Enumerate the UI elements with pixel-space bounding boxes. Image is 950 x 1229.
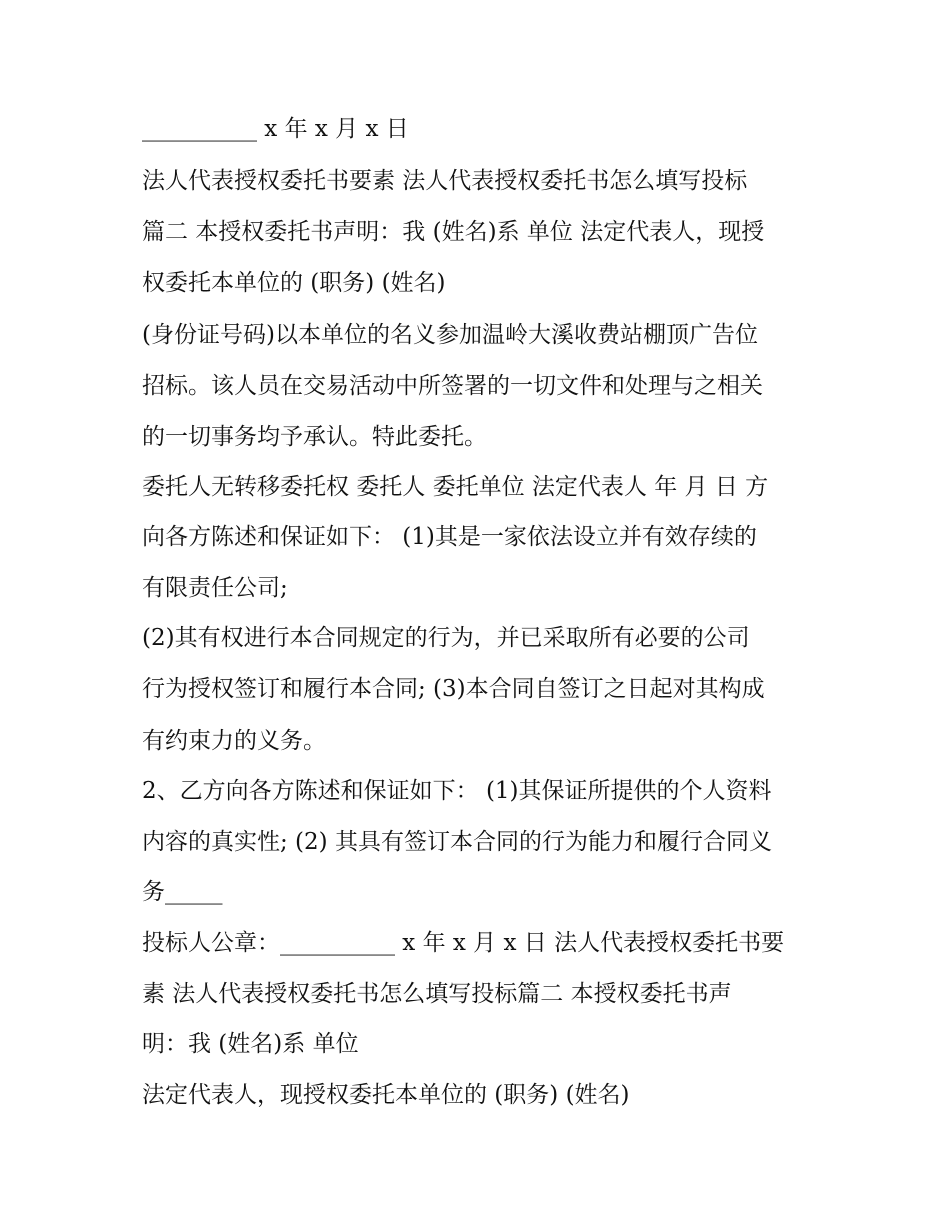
text-line: 内容的真实性; (2) 其具有签订本合同的行为能力和履行合同义	[142, 829, 772, 855]
text-line: (身份证号码)以本单位的名义参加温岭大溪收费站棚顶广告位	[142, 322, 758, 348]
text-line: 篇二 本授权委托书声明：我 (姓名)系 单位 法定代表人，现授	[142, 219, 765, 245]
text-line: (2)其有权进行本合同规定的行为，并已采取所有必要的公司	[142, 625, 750, 651]
text-line: 行为授权签订和履行本合同; (3)本合同自签订之日起对其构成	[142, 676, 765, 702]
text-line: 务_____	[142, 879, 223, 905]
text-line: 法人代表授权委托书要素 法人代表授权委托书怎么填写投标	[142, 168, 748, 194]
text-line: 投标人公章：__________ x 年 x 月 x 日 法人代表授权委托书要	[142, 930, 785, 956]
text-line: 明：我 (姓名)系 单位	[142, 1031, 359, 1057]
text-line: 2、乙方向各方陈述和保证如下： (1)其保证所提供的个人资料	[142, 778, 772, 804]
text-line: 素 法人代表授权委托书怎么填写投标篇二 本授权委托书声	[142, 981, 732, 1007]
text-line: 法定代表人，现授权委托本单位的 (职务) (姓名)	[142, 1082, 630, 1108]
text-line: 的一切事务均予承认。特此委托。	[142, 424, 487, 450]
text-line: 权委托本单位的 (职务) (姓名)	[142, 270, 446, 296]
text-line: 向各方陈述和保证如下： (1)其是一家依法设立并有效存续的	[142, 524, 757, 550]
text-line: 招标。该人员在交易活动中所签署的一切文件和处理与之相关	[142, 373, 763, 399]
text-line: 委托人无转移委托权 委托人 委托单位 法定代表人 年 月 日 方	[142, 474, 769, 500]
text-line: __________ x 年 x 月 x 日	[142, 116, 409, 142]
text-line: 有限责任公司;	[142, 575, 288, 601]
text-line: 有约束力的义务。	[142, 728, 326, 754]
